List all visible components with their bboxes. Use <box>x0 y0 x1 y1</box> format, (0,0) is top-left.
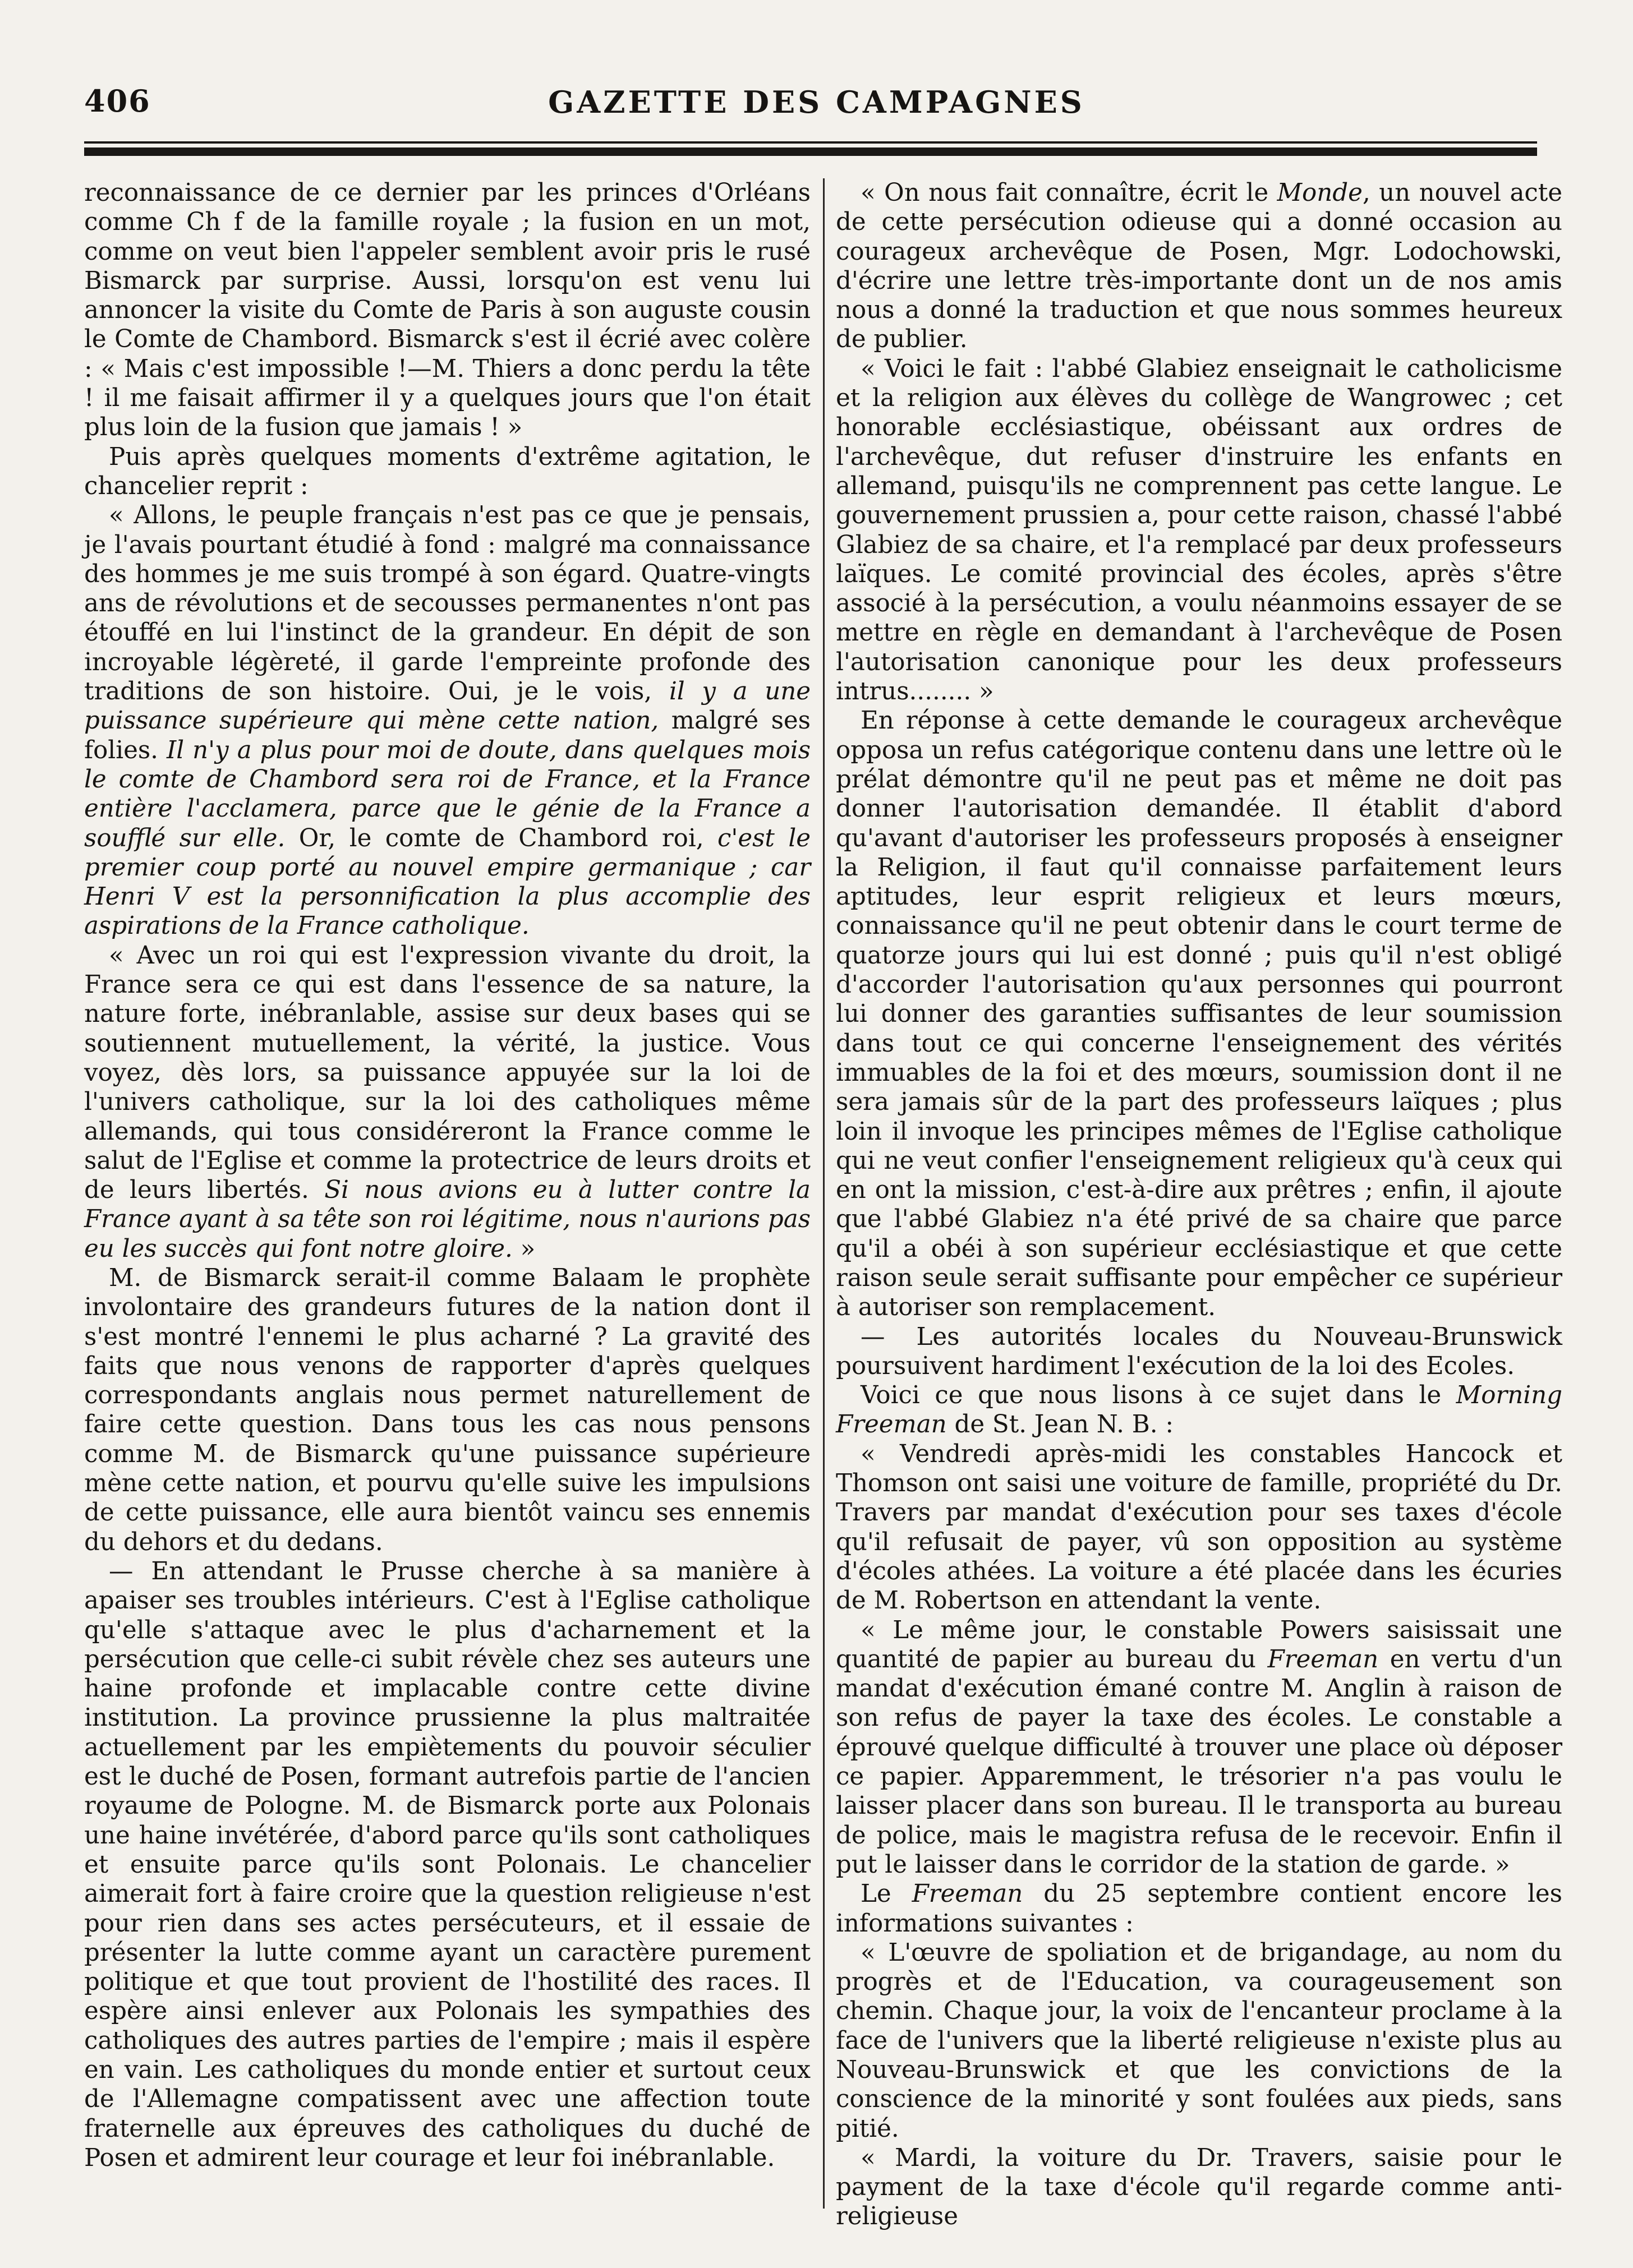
paragraph: « Voici le fait : l'abbé Glabiez enseignait le catholicisme et la religion aux élèves du collège de Wangrowec ; cet honorable ecclésiastique, obéissant aux ordres de l'archevêque, dut refuser d'instruire les enfants en allemand, puisqu'ils ne comprennent pas cette langue. Le gouvernement prussien a, pour cette raison, chassé l'abbé Glabiez de sa chaire, et l'a remplacé par deux professeurs laïques. Le comité provincial des écoles, après s'être associé à la persécution, a voulu néanmoins essayer de se mettre en règle en demandant à l'archevêque de Posen l'autorisation canonique pour les deux professeurs intrus........ » <box>836 354 1562 706</box>
italic-run: c'est le premier coup porté au nouvel empire germanique ; car Henri V est la personnification la plus accomplie des aspirations de la France catholique. <box>84 824 811 941</box>
paragraph <box>84 941 811 1264</box>
italic-run: Freeman <box>1267 1645 1379 1674</box>
italic-run: Morning Freeman <box>836 1381 1562 1439</box>
left-column <box>84 178 811 2209</box>
page-number: 406 <box>84 83 151 119</box>
italic-run: Monde <box>1277 179 1363 207</box>
text-run: « On nous fait connaître, écrit le <box>861 179 1277 207</box>
paragraph: — Les autorités locales du Nouveau-Brunswick poursuivent hardiment l'exécution de la loi des Ecoles. <box>836 1322 1562 1380</box>
italic-run: Il n'y a plus pour moi de doute, dans quelques mois le comte de Chambord sera roi de France, et la France entière l'acclamera, parce que le génie de la France a soufflé sur elle. <box>84 736 811 852</box>
paragraph <box>836 178 1562 354</box>
italic-run: Si nous avions eu à lutter contre la France ayant à sa tête son roi légitime, nous n'aurions pas eu les succès qui font notre gloire. <box>84 1176 811 1263</box>
italic-run: il y a une puissance supérieure qui mène cette nation, <box>84 677 811 735</box>
text-run: Or, le comte de Chambord roi, <box>285 824 718 852</box>
paragraph <box>84 501 811 941</box>
text-run: de St. Jean N. B. : <box>946 1410 1174 1439</box>
text-run: Le <box>861 1880 912 1909</box>
header-rule-thick <box>84 147 1537 156</box>
text-run: , un nouvel acte de cette persécution odieuse qui a donné occasion au courageux archevêque de Posen, Mgr. Lodochowski, d'écrire une lettre très-importante dont un de nos amis nous a donné la traduction et que nous sommes heureux de publier. <box>836 179 1562 354</box>
paragraph: reconnaissance de ce dernier par les princes d'Orléans comme Ch f de la famille royale ; la fusion en un mot, comme on veut bien l'appeler semblent avoir pris le rusé Bismarck par surprise. Aussi, lorsqu'on est venu lui annoncer la visite du Comte de Paris à son auguste cousin le Comte de Chambord. Bismarck s'est il écrié avec colère : « Mais c'est impossible !—M. Thiers a donc perdu la tête ! il me faisait affirmer il y a quelques jours que l'on était plus loin de la fusion que jamais ! » <box>84 179 811 442</box>
right-column <box>836 178 1562 2231</box>
text-run: » <box>512 1234 536 1263</box>
paragraph: En réponse à cette demande le courageux archevêque opposa un refus catégorique contenu dans une lettre où le prélat démontre qu'il ne peut pas et même ne doit pas donner l'autorisation demandée. Il établit d'abord qu'avant d'autoriser les professeurs proposés à enseigner la Religion, il faut qu'il connaisse parfaitement leurs aptitudes, leur esprit religieux et leurs mœurs, connaissance qu'il ne peut obtenir dans le court terme de quatorze jours qui lui est donné ; puis qu'il n'est obligé d'accorder l'autorisation qu'aux personnes qui pourront lui donner des garanties suffisantes de leur soumission dans tout ce qui concerne l'enseignement des vérités immuables de la foi et des mœurs, soumission dont il ne sera jamais sûr de la part des professeurs laïques ; plus loin il invoque les principes mêmes de l'Eglise catholique qui ne veut confier l'enseignement religieux qu'à ceux qui en ont la mission, c'est-à-dire aux prêtres ; enfin, il ajoute que l'abbé Glabiez n'a été privé de sa chaire que parce qu'il a obéi à son supérieur ecclésiastique et que cette raison seule serait suffisante pour empêcher ce supérieur à autoriser son remplacement. <box>836 707 1562 1322</box>
column-divider <box>823 178 825 2209</box>
text-run: « Avec un roi qui est l'expression vivante du droit, la France sera ce qui est dans l'essence de sa nature, la nature forte, inébranlable, assise sur deux bases qui se soutiennent mutuellement, la vérité, la justice. Vous voyez, dès lors, sa puissance appuyée sur la loi de l'univers catholique, sur la loi des catholiques même allemands, qui tous considéreront la France comme le salut de l'Eglise et comme la protectrice de leurs droits et de leurs libertés. <box>84 941 811 1205</box>
paragraph: « Vendredi après-midi les constables Hancock et Thomson ont saisi une voiture de famille, propriété du Dr. Travers par mandat d'exécution pour ses taxes d'école qu'il refusait de payer, vû son opposition au système d'écoles athées. La voiture a été placée dans les écuries de M. Robertson en attendant la vente. <box>836 1440 1562 1615</box>
italic-run: Freeman <box>912 1880 1023 1909</box>
paragraph <box>836 1879 1562 1938</box>
text-run: malgré ses folies. <box>84 707 811 764</box>
text-run: en vertu d'un mandat d'exécution émané contre M. Anglin à raison de son refus de payer la taxe des écoles. Le constable a éprouvé quelque difficulté à trouver une place où déposer ce papier. Apparemment, le trésorier n'a pas voulu le laisser placer dans son bureau. Il le transporta au bureau de police, mais le magistra refusa de le recevoir. Enfin il put le laisser dans le corridor de la station de garde. » <box>836 1645 1562 1879</box>
header-rule-thin <box>84 141 1537 144</box>
newspaper-title: GAZETTE DES CAMPAGNES <box>548 84 1085 120</box>
text-run: Voici ce que nous lisons à ce sujet dans le <box>861 1381 1456 1410</box>
text-run: « Allons, le peuple français n'est pas ce que je pensais, je l'avais pourtant étudié à fond : malgré ma connaissance des hommes je me suis trompé à son égard. Quatre-vingts ans de révolutions et de secousses permanentes n'ont pas étouffé en lui l'instinct de la grandeur. En dépit de son incroyable légèreté, il garde l'empreinte profonde des traditions de son histoire. Oui, je le vois, <box>84 501 811 706</box>
paragraph: Puis après quelques moments d'extrême agitation, le chancelier reprit : <box>84 442 811 500</box>
paragraph <box>836 1616 1562 1880</box>
paragraph: — En attendant le Prusse cherche à sa manière à apaiser ses troubles intérieurs. C'est à l'Eglise catholique qu'elle s'attaque avec le plus d'acharnement et la persécution que celle-ci subit révèle chez ses auteurs une haine profonde et implacable contre cette divine institution. La province prussienne la plus maltraitée actuellement par les empiètements du pouvoir séculier est le duché de Posen, formant autrefois partie de l'ancien royaume de Pologne. M. de Bismarck porte aux Polonais une haine invétérée, d'abord parce qu'ils sont catholiques et ensuite parce qu'ils sont Polonais. Le chancelier aimerait fort à faire croire que la question religieuse n'est pour rien dans ses actes persécuteurs, et il essaie de présenter la lutte comme ayant un caractère purement politique et que tout provient de l'hostilité des races. Il espère ainsi enlever aux Polonais les sympathies des catholiques des autres parties de l'empire ; mais il espère en vain. Les catholiques du monde entier et surtout ceux de l'Allemagne compatissent avec une affection toute fraternelle aux épreuves des catholiques du duché de Posen et admirent leur courage et leur foi inébranlable. <box>84 1557 811 2172</box>
text-run: du 25 septembre contient encore les informations suivantes : <box>836 1880 1562 1938</box>
paragraph <box>836 1381 1562 1440</box>
text-run: « Le même jour, le constable Powers saisissait une quantité de papier au bureau du <box>836 1616 1562 1674</box>
paragraph: M. de Bismarck serait-il comme Balaam le prophète involontaire des grandeurs futures de la nation dont il s'est montré l'ennemi le plus acharné ? La gravité des faits que nous venons de rapporter d'après quelques correspondants anglais nous permet naturellement de faire cette question. Dans tous les cas nous pensons comme M. de Bismarck qu'une puissance supérieure mène cette nation, et pourvu qu'elle suive les impulsions de cette puissance, elle aura bientôt vaincu ses ennemis du dehors et du dedans. <box>84 1264 811 1556</box>
paragraph: « Mardi, la voiture du Dr. Travers, saisie pour le payment de la taxe d'école qu'il regarde comme anti-religieuse <box>836 2143 1562 2231</box>
paragraph: « L'œuvre de spoliation et de brigandage, au nom du progrès et de l'Education, va courageusement son chemin. Chaque jour, la voix de l'encanteur proclame à la face de l'univers que la liberté religieuse n'existe plus au Nouveau-Brunswick et que les convictions de la conscience de la minorité y sont foulées aux pieds, sans pitié. <box>836 1938 1562 2143</box>
